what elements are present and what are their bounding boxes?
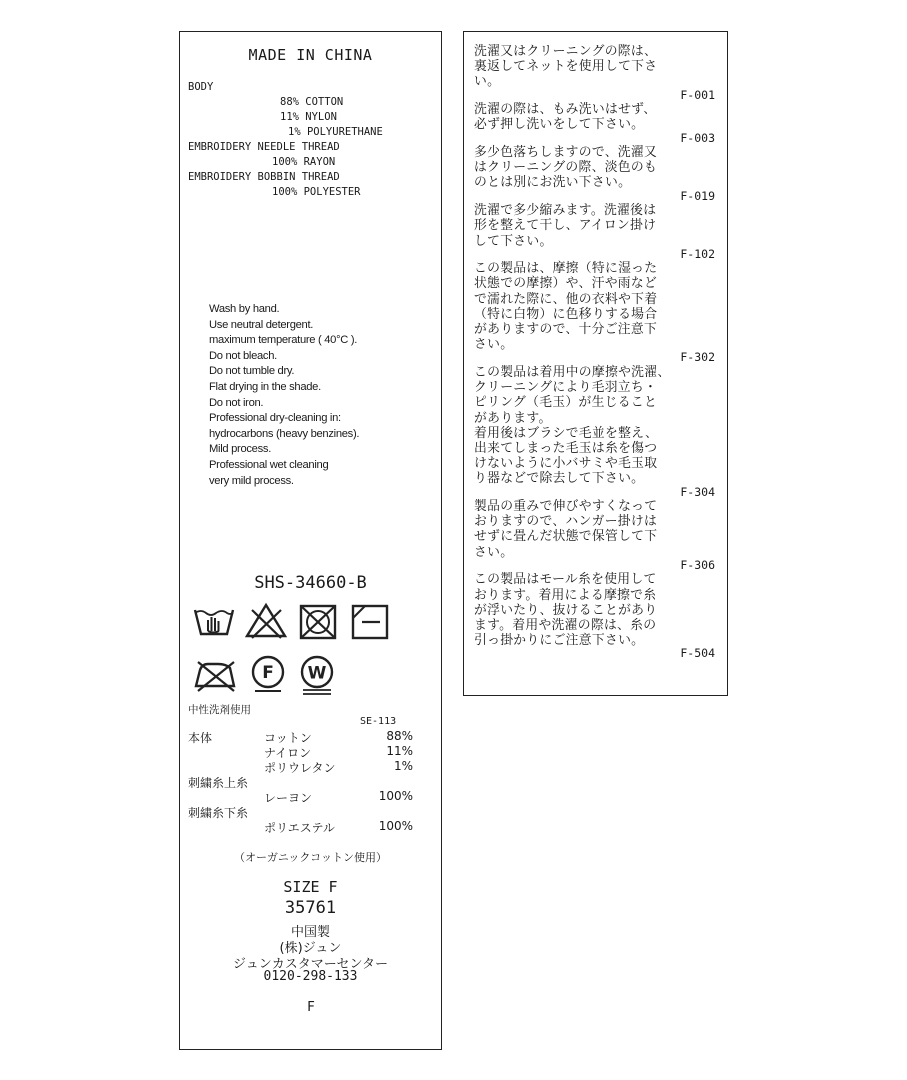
comp-polyester-pct: 100% [378, 819, 413, 833]
fabric-polyurethane-line: 1% POLYURETHANE [288, 126, 383, 138]
care-line: Do not tumble dry. [209, 365, 295, 378]
comp-cotton: コットン [264, 731, 312, 745]
right-care-notes-label [463, 31, 728, 696]
care-note-line: この製品は着用中の摩擦や洗濯、 [474, 364, 671, 380]
organic-cotton-note: （オーガニックコットン使用） [234, 851, 387, 864]
care-note-line: けないように小バサミや毛玉取 [474, 456, 658, 472]
fabric-cotton-line: 88% COTTON [280, 96, 344, 108]
sku-code: SHS-34660-B [254, 573, 367, 593]
care-line: Use neutral detergent. [209, 318, 314, 331]
care-note-line: で濡れた際に、他の衣料や下着 [474, 291, 658, 307]
comp-polyurethane-pct: 1% [393, 759, 413, 773]
care-note-line: さい。 [474, 544, 514, 560]
care-note-line: 洗濯で多少縮みます。洗濯後は [474, 203, 657, 219]
care-note-line: り器などで除去して下さい。 [474, 471, 645, 487]
care-note-line: ます。着用や洗濯の際は、糸の [474, 617, 657, 633]
care-note-line: 引っ掛かりにご注意下さい。 [474, 633, 645, 649]
care-note-line: い。 [474, 74, 501, 90]
care-note-line: 製品の重みで伸びやすくなって [474, 499, 658, 514]
care-note-line: 着用後はブラシで毛並を整え、 [474, 425, 659, 441]
care-note-code: F-304 [680, 484, 715, 499]
care-line: Do not iron. [209, 396, 264, 409]
care-note-code: F-003 [680, 130, 715, 145]
fabric-nylon-line: 11% NYLON [280, 111, 337, 123]
care-line: Professional wet cleaning [209, 458, 329, 471]
hand-wash-icon [192, 604, 236, 640]
fabric-rayon-line: 100% RAYON [272, 156, 336, 168]
care-note-line: 形を整えて干し、アイロン掛け [474, 218, 657, 234]
care-note-line: があります。 [474, 410, 552, 426]
care-note-line: はクリーニングの際、淡色のも [474, 160, 658, 176]
dry-clean-letter: F [262, 663, 274, 683]
care-note-line: おりますので、ハンガー掛けは [474, 514, 658, 530]
no-bleach-icon [244, 602, 288, 640]
comp-body-label: 本体 [188, 731, 213, 745]
product-number: 35761 [284, 898, 337, 918]
wet-clean-w-icon [298, 654, 336, 696]
comp-polyester: ポリエステル [264, 821, 335, 835]
comp-polyurethane: ポリウレタン [264, 761, 336, 775]
footer-size-code: F [307, 1000, 315, 1015]
care-note-line: この製品はモール糸を使用して [474, 572, 657, 588]
dry-clean-f-icon [250, 654, 286, 694]
care-line: Do not bleach. [209, 349, 277, 362]
care-note-line: して下さい。 [474, 233, 553, 249]
care-note-line: ピリング（毛玉）が生じること [474, 395, 658, 411]
care-line: very mild process. [209, 474, 294, 487]
care-note-code: F-302 [680, 350, 715, 365]
customer-center: ジュンカスタマーセンター [233, 957, 388, 972]
comp-nylon: ナイロン [264, 746, 312, 760]
care-note-line: クリーニングにより毛羽立ち・ [474, 380, 658, 396]
comp-needle-label: 刺繍糸上糸 [188, 776, 249, 790]
care-line: hydrocarbons (heavy benzines). [209, 427, 360, 440]
care-note-code: F-504 [680, 646, 715, 661]
fabric-needle-thread-heading: EMBROIDERY NEEDLE THREAD [188, 141, 340, 153]
care-instructions-en [209, 302, 359, 489]
care-note-line: 洗濯の際は、もみ洗いはせず、 [474, 102, 657, 118]
comp-rayon-pct: 100% [378, 789, 413, 803]
care-line: Professional dry-cleaning in: [209, 412, 341, 425]
care-note-line: 洗濯又はクリーニングの際は、 [474, 44, 658, 59]
flat-dry-shade-icon [350, 604, 390, 640]
origin-jp: 中国製 [290, 925, 330, 940]
fabric-body-heading: BODY [188, 81, 214, 93]
care-note-line: 多少色落ちしますので、洗濯又 [474, 145, 658, 160]
comp-bobbin-label: 刺繍糸下糸 [188, 806, 249, 820]
care-line: Mild process. [209, 443, 272, 456]
care-note-line: さい。 [474, 337, 514, 353]
no-tumble-dry-icon [298, 604, 338, 640]
care-note-line: せずに畳んだ状態で保管して下 [474, 529, 658, 545]
fabric-bobbin-thread-heading: EMBROIDERY BOBBIN THREAD [188, 171, 340, 183]
comp-cotton-pct: 88% [386, 729, 413, 743]
care-note-code: F-001 [680, 87, 715, 102]
care-note-line: この製品は、摩擦（特に湿った [474, 261, 658, 277]
care-note-code: F-019 [680, 188, 715, 203]
care-note-line: がありますので、十分ご注意下 [474, 322, 658, 337]
fabric-polyester-line: 100% POLYESTER [272, 186, 361, 198]
wet-clean-letter: W [307, 663, 327, 684]
care-note-line: のとは別にお洗い下さい。 [474, 175, 632, 191]
care-line: Wash by hand. [209, 303, 280, 315]
made-in-text: MADE IN CHINA [248, 46, 373, 64]
care-note-code: F-102 [680, 246, 715, 261]
care-note-line: 必ず押し洗いをして下さい。 [474, 117, 645, 133]
company-name: (株)ジュン [279, 941, 342, 956]
care-note-line: 状態での摩擦）や、汗や雨など [474, 276, 658, 292]
phone-number: 0120-298-133 [263, 969, 358, 984]
detergent-note: 中性洗剤使用 [188, 704, 251, 716]
care-note-line: が浮いたり、抜けることがあり [474, 602, 658, 618]
care-line: Flat drying in the shade. [209, 380, 321, 393]
care-note-code: F-306 [680, 557, 715, 572]
left-care-label [179, 31, 442, 1050]
size-text: SIZE F [283, 878, 338, 896]
comp-nylon-pct: 11% [386, 744, 413, 758]
care-note-line: 裏返してネットを使用して下さ [474, 59, 658, 75]
comp-rayon: レーヨン [264, 791, 313, 805]
care-note-line: おります。着用による摩擦で糸 [474, 587, 657, 603]
care-note-line: 出来てしまった毛玉は糸を傷つ [474, 440, 658, 456]
no-iron-icon [192, 656, 238, 694]
se-code: SE-113 [360, 716, 397, 727]
care-line: maximum temperature ( 40°C ). [209, 334, 358, 347]
care-note-line: （特に白物）に色移りする場合 [474, 306, 658, 322]
